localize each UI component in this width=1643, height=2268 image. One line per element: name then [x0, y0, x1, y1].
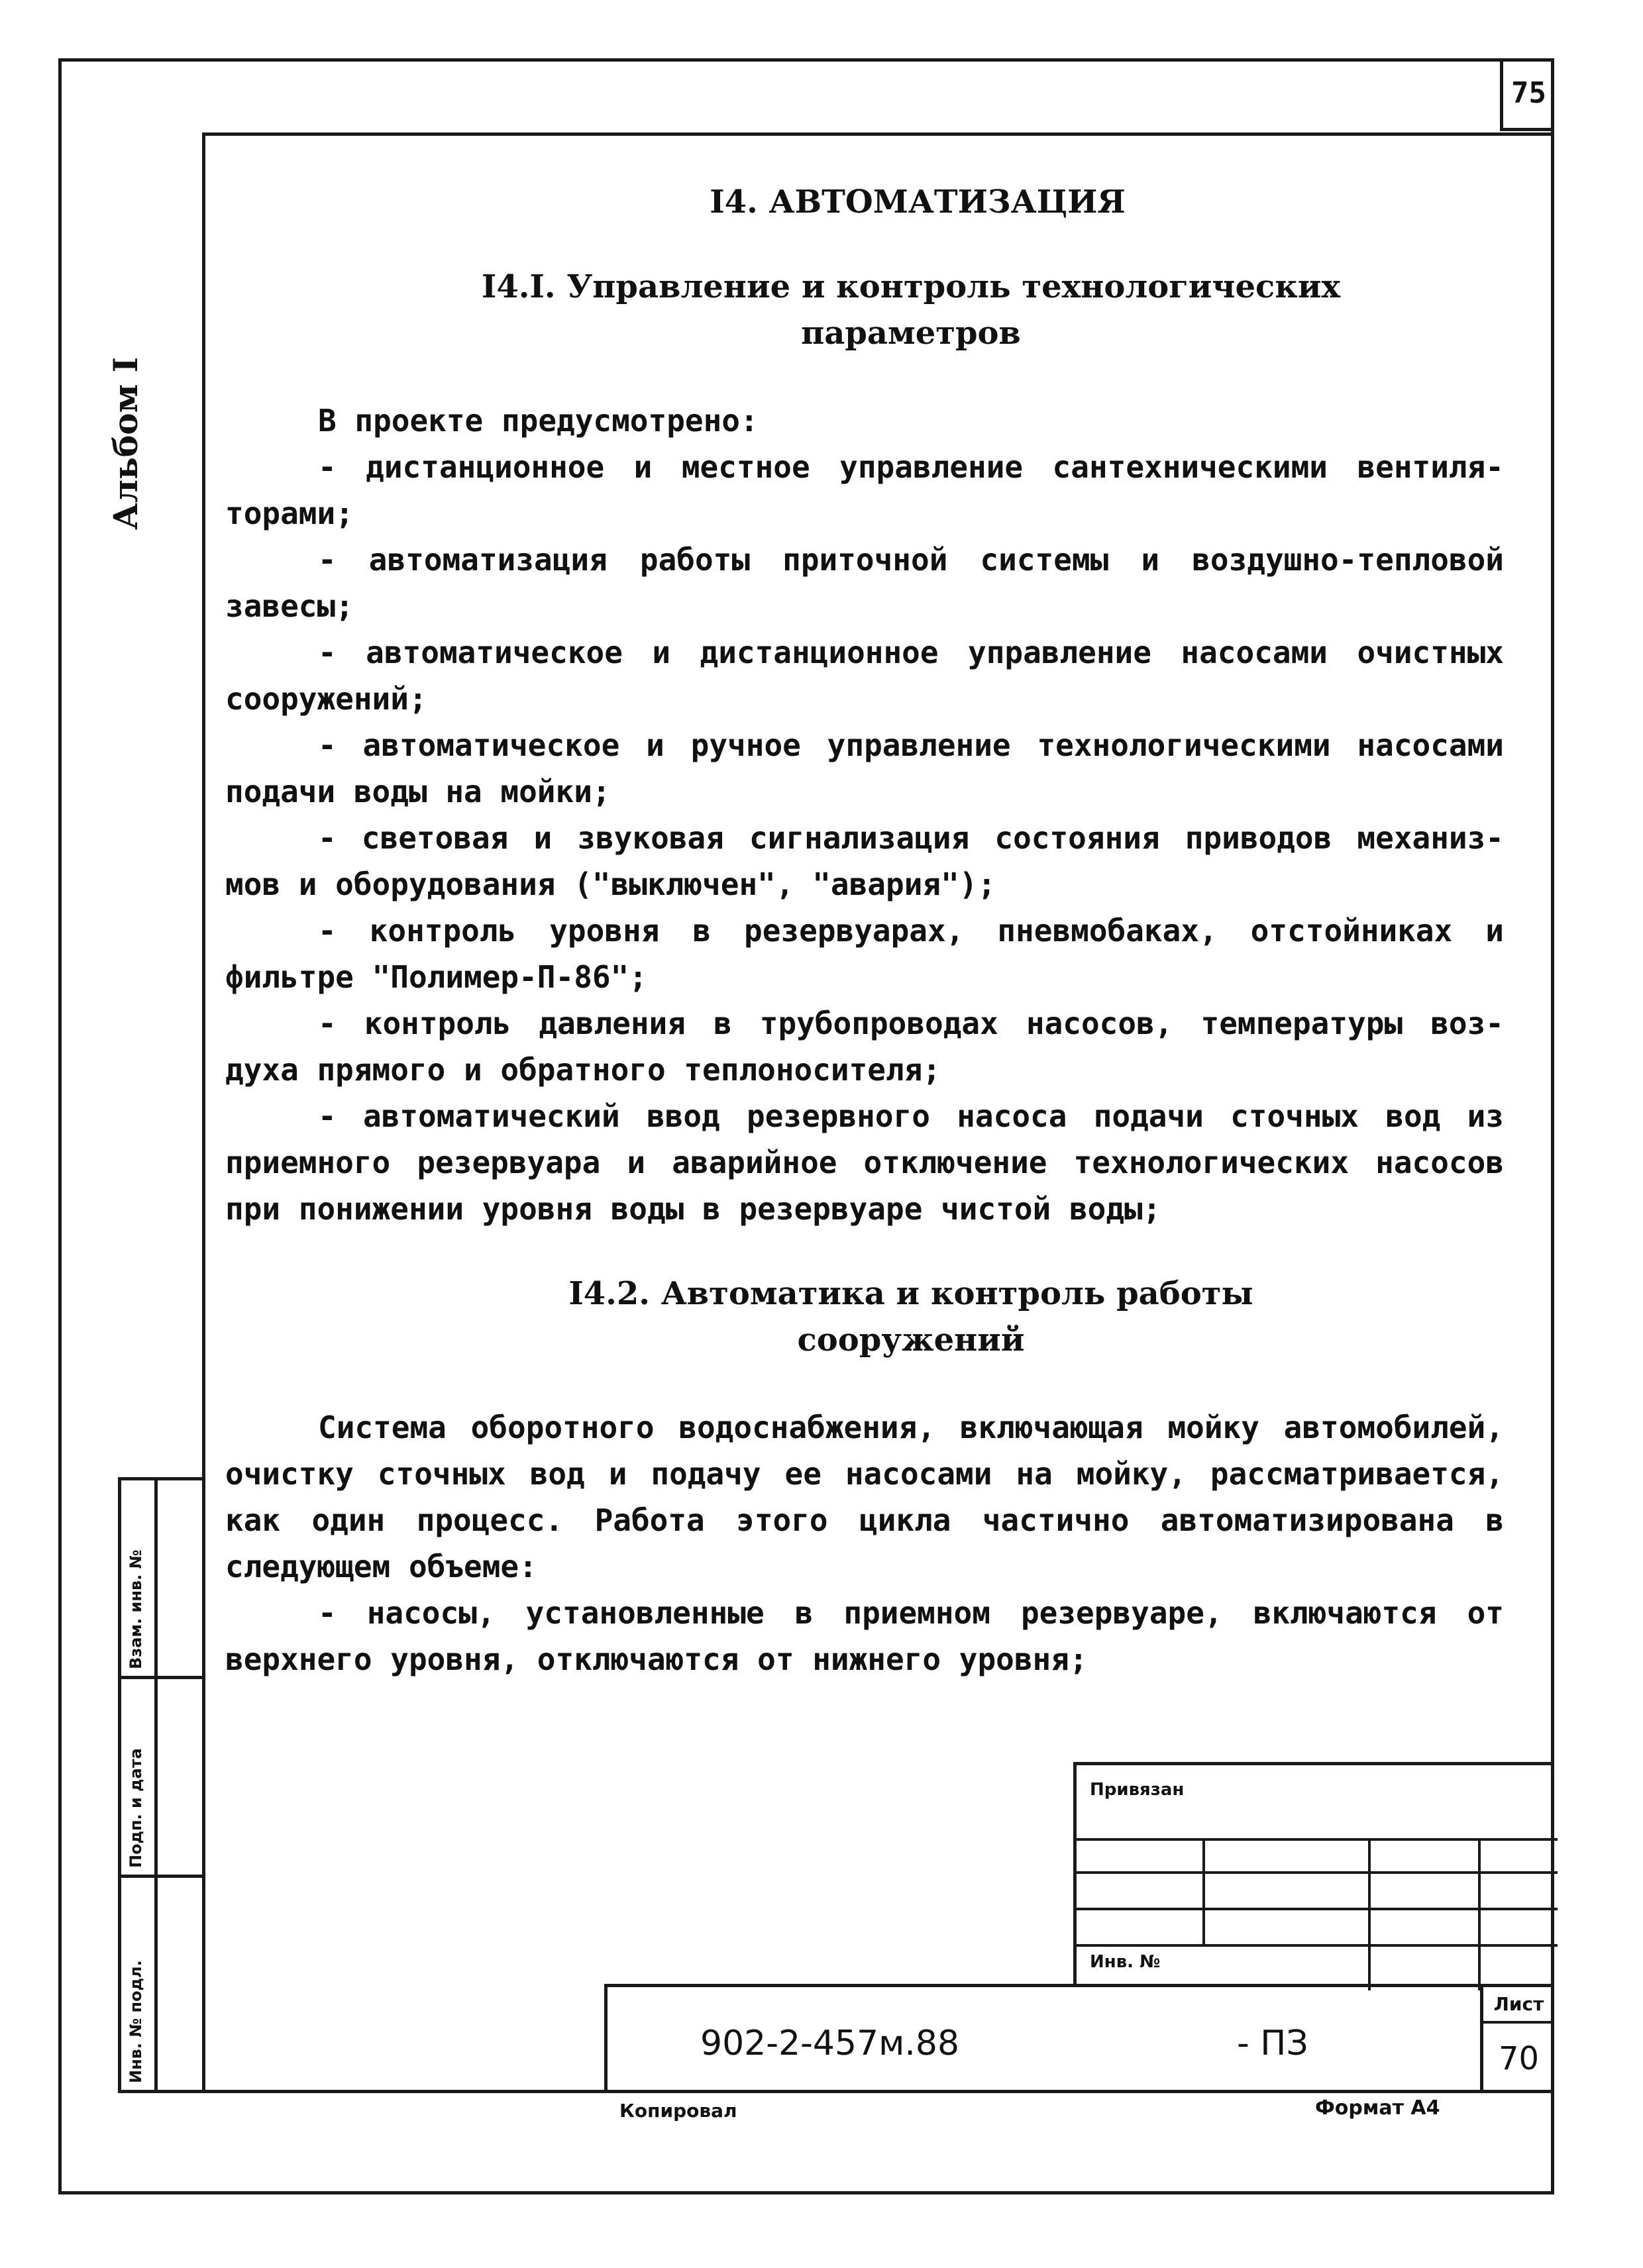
- side-label-orig-inv: Инв. № подл.: [127, 1960, 145, 2083]
- side-stamp: [118, 1477, 202, 2093]
- list-item: - дистанционное и местное управление сантехническими вентиля-торами;: [225, 449, 1504, 531]
- top-page-number: 75: [1500, 58, 1554, 131]
- album-label: Альбом I: [106, 357, 145, 530]
- section-title: I4. АВТОМАТИЗАЦИЯ: [710, 183, 1126, 221]
- subsection-2-line1: I4.2. Автоматика и контроль работы: [568, 1275, 1253, 1312]
- footer-copied: Копировал: [619, 2100, 737, 2122]
- paragraph-2: Система оборотного водоснабжения, включающая мойку автомобилей, очистку сточных вод и подачу ее насосами на мойку, рассматривается, как один процесс. Работа этого цикла частично автоматизирована в следующем объеме:: [225, 1410, 1522, 1584]
- document-code: 902-2-457м.88: [700, 2024, 960, 2063]
- list-item: - автоматический ввод резервного насоса подачи сточных вод из приемного резервуара и аварийное отключение технологических насосов при понижении уровня воды в резервуаре чистой воды;: [225, 1098, 1522, 1227]
- side-cell-orig-inv: [121, 1878, 202, 2093]
- list-item: - насосы, установленные в приемном резервуаре, включаются от верхнего уровня, отключаются от нижнего уровня;: [225, 1595, 1522, 1677]
- list-item: - автоматическое и дистанционное управление насосами очистных сооружений;: [225, 635, 1522, 717]
- sheet-number: 70: [1498, 2039, 1540, 2077]
- side-label-sign-date: Подп. и дата: [127, 1748, 145, 1868]
- sheet-label: Лист: [1483, 1987, 1554, 2024]
- document-suffix: - ПЗ: [1237, 2024, 1308, 2063]
- intro-paragraph: В проекте предусмотрено:: [318, 403, 759, 438]
- side-cell-sign-date: [121, 1679, 202, 1878]
- list-item: - контроль давления в трубопроводах насосов, температуры воз-духа прямого и обратного теплоносителя;: [225, 1005, 1504, 1088]
- subsection-1-line1: I4.I. Управление и контроль технологических: [481, 268, 1341, 305]
- attached-label: Привязан: [1090, 1780, 1185, 1800]
- side-label-replace-inv: Взам. инв. №: [127, 1549, 145, 1669]
- title-block: [604, 1984, 1554, 2093]
- inv-label: Инв. №: [1090, 1952, 1161, 1972]
- attached-stamp: [1073, 1762, 1554, 1987]
- side-cell-replace-inv: [121, 1480, 202, 1679]
- subsection-2-title: [318, 1270, 1504, 1363]
- document-body: [225, 159, 1522, 1682]
- list-item: - контроль уровня в резервуарах, пневмобаках, отстойниках и фильтре "Полимер-П-86";: [225, 913, 1522, 995]
- list-item: - автоматизация работы приточной системы и воздушно-тепловой завесы;: [225, 542, 1522, 624]
- list-item: - автоматическое и ручное управление технологическими насосами подачи воды на мойки;: [225, 727, 1522, 809]
- sheet-box: [1480, 1987, 1554, 2093]
- list-item: - световая и звуковая сигнализация состояния приводов механиз-мов и оборудования ("выключен", "авария");: [225, 820, 1504, 902]
- subsection-1-title: [318, 264, 1504, 356]
- subsection-1-line2: параметров: [801, 315, 1021, 352]
- footer-format: Формат А4: [1315, 2096, 1440, 2120]
- subsection-2-line2: сооружений: [797, 1321, 1025, 1359]
